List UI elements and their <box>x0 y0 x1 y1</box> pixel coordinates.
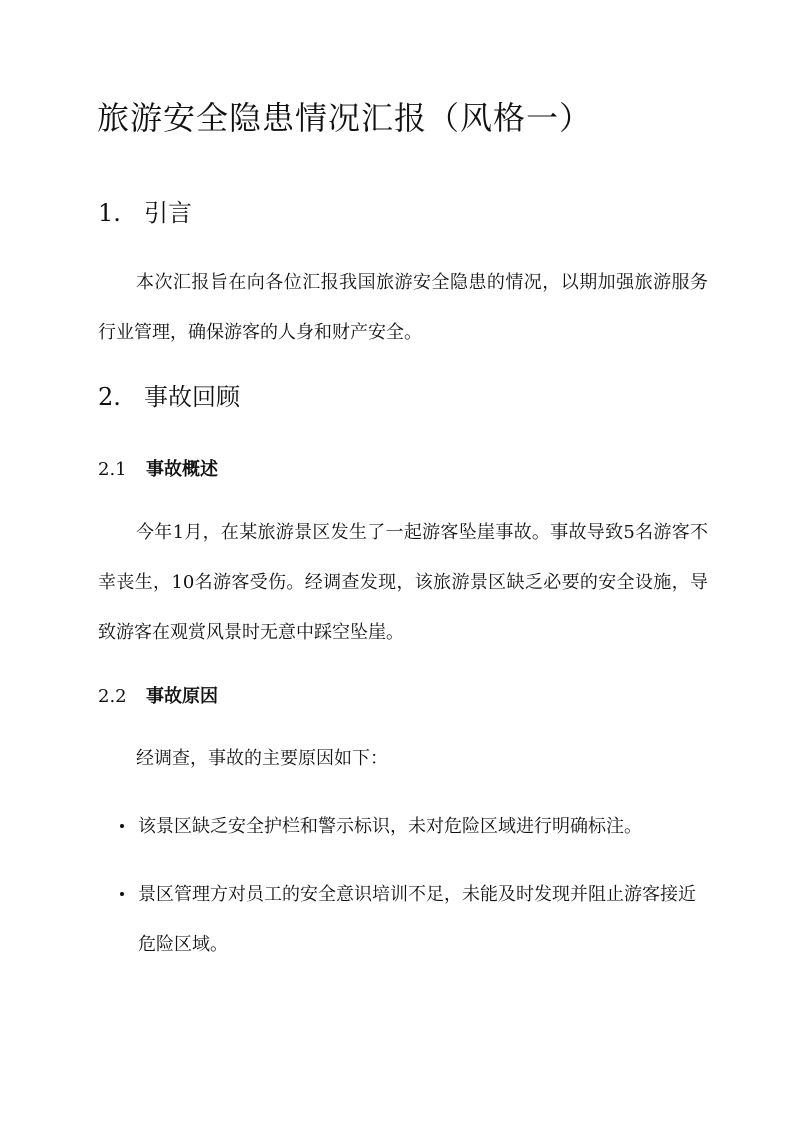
document-title: 旅游安全隐患情况汇报（风格一） <box>97 99 593 137</box>
bullet-icon <box>120 892 124 896</box>
subsection-2-1-heading <box>98 456 218 484</box>
subsection-2-2-heading <box>98 683 218 711</box>
subsection-2-2-title: 事故原因 <box>146 686 218 707</box>
subsection-2-1-title: 事故概述 <box>146 459 218 480</box>
list-item-text: 该景区缺乏安全护栏和警示标识，未对危险区域进行明确标注。 <box>138 816 642 837</box>
bullet-icon <box>120 824 124 828</box>
section-1-heading <box>98 196 192 230</box>
subsection-2-1-paragraph: 今年1月，在某旅游景区发生了一起游客坠崖事故。事故导致5名游客不幸丧生，10名游客受伤。经调查发现，该旅游景区缺乏必要的安全设施，导致游客在观赏风景时无意中踩空坠崖。 <box>98 522 708 643</box>
subsection-2-1-number: 2.1 <box>98 459 127 480</box>
list-item <box>98 802 698 852</box>
list-item-text: 景区管理方对员工的安全意识培训不足，未能及时发现并阻止游客接近危险区域。 <box>138 884 696 955</box>
cause-list <box>98 802 698 988</box>
section-2-title: 事故回顾 <box>144 383 240 411</box>
section-2-heading <box>98 380 240 414</box>
section-1-paragraph: 本次汇报旨在向各位汇报我国旅游安全隐患的情况，以期加强旅游服务行业管理，确保游客的人身和财产安全。 <box>98 272 708 343</box>
section-1-title: 引言 <box>144 199 192 227</box>
list-item <box>98 870 698 970</box>
section-2-number: 2. <box>98 383 121 411</box>
subsection-2-2-number: 2.2 <box>98 686 127 707</box>
section-1-number: 1. <box>98 199 121 227</box>
subsection-2-2-paragraph: 经调查，事故的主要原因如下： <box>136 748 388 769</box>
